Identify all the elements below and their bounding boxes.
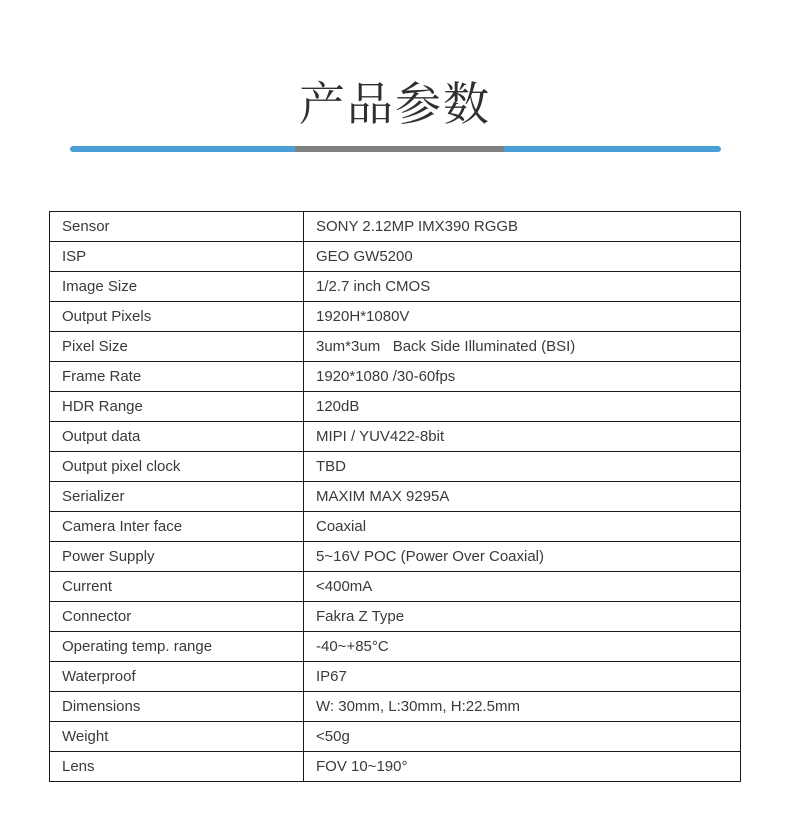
spec-value: IP67: [304, 662, 741, 692]
spec-value: SONY 2.12MP IMX390 RGGB: [304, 212, 741, 242]
spec-label: Pixel Size: [50, 332, 304, 362]
underline-right-segment: [504, 146, 721, 152]
spec-value: 1920H*1080V: [304, 302, 741, 332]
table-row: [50, 722, 741, 752]
table-row: [50, 272, 741, 302]
spec-value: MAXIM MAX 9295A: [304, 482, 741, 512]
spec-label: Weight: [50, 722, 304, 752]
table-row: [50, 302, 741, 332]
underline-left-segment: [70, 146, 295, 152]
spec-value: W: 30mm, L:30mm, H:22.5mm: [304, 692, 741, 722]
table-row: [50, 512, 741, 542]
spec-value: FOV 10~190°: [304, 752, 741, 782]
spec-value: Coaxial: [304, 512, 741, 542]
spec-value: 1920*1080 /30-60fps: [304, 362, 741, 392]
spec-label: Camera Inter face: [50, 512, 304, 542]
table-row: [50, 362, 741, 392]
spec-value: MIPI / YUV422-8bit: [304, 422, 741, 452]
spec-label: Dimensions: [50, 692, 304, 722]
spec-label: Sensor: [50, 212, 304, 242]
table-row: [50, 422, 741, 452]
spec-label: Power Supply: [50, 542, 304, 572]
spec-label: Output pixel clock: [50, 452, 304, 482]
page-title: 产品参数: [299, 77, 491, 131]
table-row: [50, 392, 741, 422]
table-row: [50, 452, 741, 482]
spec-label: Output Pixels: [50, 302, 304, 332]
spec-value: Fakra Z Type: [304, 602, 741, 632]
table-row: [50, 662, 741, 692]
spec-value: <400mA: [304, 572, 741, 602]
spec-label: Frame Rate: [50, 362, 304, 392]
underline-middle-segment: [295, 146, 504, 152]
spec-label: HDR Range: [50, 392, 304, 422]
spec-label: Connector: [50, 602, 304, 632]
spec-label: ISP: [50, 242, 304, 272]
table-row: [50, 482, 741, 512]
table-row: [50, 542, 741, 572]
table-row: [50, 572, 741, 602]
spec-value: TBD: [304, 452, 741, 482]
spec-label: Output data: [50, 422, 304, 452]
table-row: [50, 602, 741, 632]
table-row: [50, 212, 741, 242]
spec-table: [49, 211, 741, 782]
spec-value: -40~+85°C: [304, 632, 741, 662]
table-row: [50, 332, 741, 362]
spec-label: Current: [50, 572, 304, 602]
title-underline: [70, 146, 721, 152]
spec-label: Waterproof: [50, 662, 304, 692]
spec-value: 5~16V POC (Power Over Coaxial): [304, 542, 741, 572]
table-row: [50, 632, 741, 662]
spec-value: GEO GW5200: [304, 242, 741, 272]
spec-value: 1/2.7 inch CMOS: [304, 272, 741, 302]
spec-value: 120dB: [304, 392, 741, 422]
table-row: [50, 692, 741, 722]
spec-value: 3um*3um Back Side Illuminated (BSI): [304, 332, 741, 362]
spec-label: Operating temp. range: [50, 632, 304, 662]
spec-value: <50g: [304, 722, 741, 752]
spec-label: Image Size: [50, 272, 304, 302]
table-row: [50, 752, 741, 782]
spec-label: Lens: [50, 752, 304, 782]
spec-label: Serializer: [50, 482, 304, 512]
table-row: [50, 242, 741, 272]
